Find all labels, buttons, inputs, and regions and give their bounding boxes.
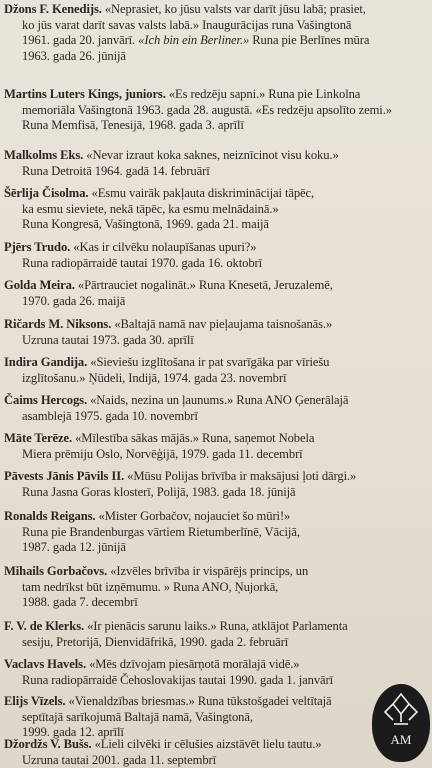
speaker-name: Malkolms Eks.	[4, 148, 84, 162]
entry-de-klerk	[4, 619, 430, 650]
entry-text: Miera prēmiju Oslo, Norvēģijā, 1979. gada 11. decembrī	[22, 446, 303, 461]
entry-text: Runa Detroitā 1964. gadā 14. februārī	[22, 163, 210, 178]
entry-text: izglītošanu.» Ņūdeli, Indijā, 1974. gada 23. novembrī	[22, 370, 287, 385]
entry-malcolm-x	[4, 148, 430, 179]
entry-text: Runa Jasna Goras klosterī, Polijā, 1983. gada 18. jūnijā	[22, 484, 296, 499]
entry-text: 1988. gada 7. decembrī	[22, 595, 138, 609]
entry-trudeau	[4, 240, 430, 271]
entry-text: 1987. gada 12. jūnijā	[22, 540, 126, 554]
entry-nixon	[4, 317, 430, 348]
speaker-name: Māte Terēze.	[4, 431, 73, 445]
entry-text: 1961. gada 20. janvārī. «Ich bin ein Berliner.» Runa pie Berlīnes mūra	[22, 33, 370, 47]
entry-text: 1963. gada 26. jūnijā	[22, 48, 126, 63]
entry-text: Runa pie Brandenburgas vārtiem Rietumberlīnē, Vācijā,	[22, 524, 300, 539]
entry-text: «Pārtrauciet nogalināt.» Runa Knesetā, Jeruzalemē,	[77, 278, 333, 292]
publisher-logo-icon	[372, 684, 430, 762]
entry-chisholm	[4, 186, 430, 233]
entry-text: «Mīlestība sākas mājās.» Runa, saņemot Nobela	[75, 431, 315, 445]
entry-text: ko jūs varat darīt savas valsts labā.» Inaugurācijas runa Vašingtonā	[22, 17, 352, 32]
entry-text: «Kas ir cilvēku nolaupīšanas upuri?»	[73, 240, 257, 254]
speaker-name: Šērlija Čisolma.	[4, 186, 89, 200]
entry-herzog	[4, 393, 430, 424]
entry-text: «Es redzēju sapni.» Runa pie Linkolna	[168, 87, 361, 101]
entry-text: 1970. gada 26. maijā	[22, 293, 126, 308]
entry-text: Runa radiopārraidē Čehoslovakijas tautai 1990. gada 1. janvārī	[22, 672, 333, 687]
entry-text: Runa Memfisā, Tenesijā, 1968. gada 3. aprīlī	[22, 118, 244, 132]
speaker-name: Indira Gandija.	[4, 355, 88, 369]
entry-text: septītajā sarīkojumā Baltajā namā, Vašingtonā,	[22, 709, 253, 724]
entry-text: Uzruna tautai 1973. gada 30. aprīlī	[22, 332, 194, 347]
entry-kennedy	[4, 2, 430, 64]
speaker-name: Pjērs Trudo.	[4, 240, 71, 254]
entry-text: «Esmu vairāk pakļauta diskriminācijai tāpēc,	[91, 186, 315, 200]
entry-text: «Izvēles brīvība ir vispārējs princips, un	[110, 564, 309, 578]
entry-text: «Mūsu Polijas brīvība ir maksājusi ļoti dārgi.»	[127, 469, 357, 483]
speaker-name: Golda Meira.	[4, 278, 75, 292]
speaker-name: Ričards M. Niksons.	[4, 317, 112, 331]
speaker-name: Elijs Vīzels.	[4, 694, 66, 708]
speaker-name: Mihails Gorbačovs.	[4, 564, 108, 578]
speaker-name: Pāvests Jānis Pāvils II.	[4, 469, 125, 483]
speaker-name: Ronalds Reigans.	[4, 509, 96, 523]
entry-text: ka esmu sieviete, nekā tāpēc, ka esmu melnādainā.»	[22, 201, 279, 216]
entry-havel	[4, 657, 430, 688]
entry-text: «Ir pienācis sarunu laiks.» Runa, atklājot Parlamenta	[87, 619, 348, 633]
entry-text: tam nedrīkst būt izņēmumu. » Runa ANO, Ņujorkā,	[22, 579, 279, 594]
entry-teresa	[4, 431, 430, 462]
speaker-name: Vaclavs Havels.	[4, 657, 86, 671]
entry-text: «Mister Gorbačov, nojauciet šo mūri!»	[98, 509, 291, 523]
entry-text: Uzruna tautai 2001. gada 11. septembrī	[22, 752, 217, 767]
entry-text: Runa Kongresā, Vašingtonā, 1969. gada 21. maijā	[22, 217, 269, 231]
entry-text: memoriāla Vašingtonā 1963. gada 28. augustā. «Es redzēju apsolīto zemi.»	[22, 102, 392, 117]
speaker-name: Čaims Hercogs.	[4, 393, 88, 407]
entry-bush	[4, 737, 430, 768]
entry-john-paul-ii	[4, 469, 430, 500]
entry-wiesel	[4, 694, 430, 741]
entry-text: «Mēs dzīvojam piesārņotā morālajā vidē.»	[89, 657, 300, 671]
entry-text: 1999. gada 12. aprīlī	[22, 725, 124, 739]
speaker-name: Džordžs V. Bušs.	[4, 737, 92, 751]
logo-letters: AM	[390, 732, 412, 747]
entry-meir	[4, 278, 430, 309]
entry-text: «Baltajā namā nav pieļaujama taisnošanās.»	[114, 317, 333, 331]
entry-text: asamblejā 1975. gada 10. novembrī	[22, 408, 198, 423]
entry-reagan	[4, 509, 430, 556]
entry-king	[4, 87, 430, 134]
entry-gandhi	[4, 355, 430, 386]
speaker-name: F. V. de Klerks.	[4, 619, 85, 633]
entry-text: «Lieli cilvēki ir cēlušies aizstāvēt lielu tautu.»	[94, 737, 322, 751]
entry-text: «Sieviešu izglītošana ir pat svarīgāka par vīriešu	[90, 355, 330, 369]
entry-text: «Vienaldzības briesmas.» Runa tūkstošgadei veltītajā	[68, 694, 332, 708]
entry-gorbachev	[4, 564, 430, 611]
speaker-name: Martins Luters Kings, juniors.	[4, 87, 166, 101]
speaker-name: Džons F. Kenedijs.	[4, 2, 102, 16]
entry-text: «Naids, nezina un ļaunums.» Runa ANO Ģenerālajā	[90, 393, 349, 407]
entry-text: Runa radiopārraidē tautai 1970. gada 16. oktobrī	[22, 255, 263, 270]
entry-text: «Neprasiet, ko jūsu valsts var darīt jūsu labā; prasiet,	[104, 2, 366, 16]
entry-text: «Nevar izraut koka saknes, neiznīcinot visu koku.»	[86, 148, 339, 162]
entry-text: sesiju, Pretorijā, Dienvidāfrikā, 1990. gada 2. februārī	[22, 634, 289, 649]
